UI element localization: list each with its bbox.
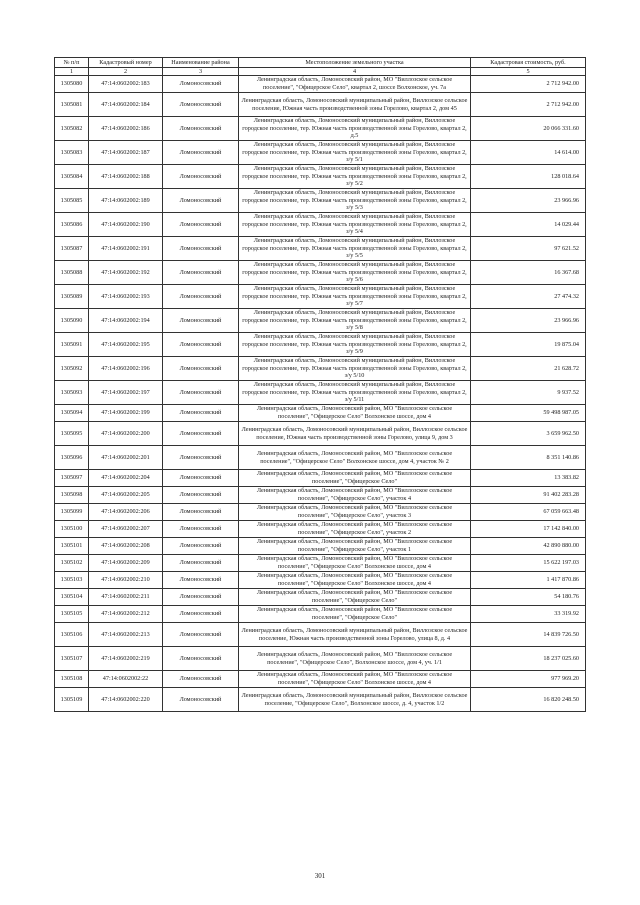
cadastral-number: 47:14:0602002:211 (89, 589, 163, 606)
cadastral-number: 47:14:0602002:200 (89, 422, 163, 446)
table-row (55, 189, 586, 213)
location-text: Ленинградская область, Ломоносовский район, МО "Виллозское сельское поселение", "Офицерское Село" Волхонское шоссе, дом 4, участок № 2 (239, 446, 471, 470)
cadastral-value: 14 614.00 (471, 141, 586, 165)
location-text: Ленинградская область, Ломоносовский муниципальный район, Виллозское городское поселение, тер. Южная часть производственной зоны Горелово, квартал 2, з/у 5/1 (239, 141, 471, 165)
location-text: Ленинградская область, Ломоносовский муниципальный район, Виллозское городское поселение, тер. Южная часть производственной зоны Горелово, квартал 2, з/у 5/3 (239, 189, 471, 213)
district-name: Ломоносовский (163, 589, 239, 606)
cadastral-value: 91 402 283.28 (471, 487, 586, 504)
table-row (55, 237, 586, 261)
cadastral-value: 9 937.52 (471, 381, 586, 405)
location-text: Ленинградская область, Ломоносовский муниципальный район, Виллозское городское поселение, тер. Южная часть производственной зоны Горелово, квартал 2, з/у 5/7 (239, 285, 471, 309)
row-number: 1305081 (55, 93, 89, 117)
page-number: 301 (314, 872, 326, 880)
district-name: Ломоносовский (163, 285, 239, 309)
location-text: Ленинградская область, Ломоносовский муниципальный район, Виллозское городское поселение, тер. Южная часть производственной зоны Горелово, квартал 2, з/у 5/2 (239, 165, 471, 189)
cadastral-value: 17 142 840.00 (471, 521, 586, 538)
cadastral-value: 8 351 140.86 (471, 446, 586, 470)
district-name: Ломоносовский (163, 333, 239, 357)
cadastral-number: 47:14:0602002:209 (89, 555, 163, 572)
table-row (55, 504, 586, 521)
cadastral-value: 2 712 942.00 (471, 93, 586, 117)
header-district: Наименование района (163, 58, 239, 68)
cadastral-number: 47:14:0602002:192 (89, 261, 163, 285)
cadastral-value: 18 237 025.60 (471, 647, 586, 671)
location-text: Ленинградская область, Ломоносовский район, МО "Виллозское сельское поселение", "Офицерское Село", участок 1 (239, 538, 471, 555)
location-text: Ленинградская область, Ломоносовский район, МО "Виллозское сельское поселение", "Офицерское Село" (239, 470, 471, 487)
cadastral-number: 47:14:0602002:194 (89, 309, 163, 333)
table-row (55, 446, 586, 470)
table-row (55, 381, 586, 405)
table-row (55, 487, 586, 504)
cadastral-value: 20 066 331.60 (471, 117, 586, 141)
district-name: Ломоносовский (163, 237, 239, 261)
row-number: 1305096 (55, 446, 89, 470)
row-number: 1305095 (55, 422, 89, 446)
table-row (55, 165, 586, 189)
cadastral-value: 59 498 987.05 (471, 405, 586, 422)
location-text: Ленинградская область, Ломоносовский муниципальный район, Виллозское городское поселение, тер. Южная часть производственной зоны Горелово, квартал 2, з/у 5/4 (239, 213, 471, 237)
location-text: Ленинградская область, Ломоносовский муниципальный район, Виллозское городское поселение, тер. Южная часть производственной зоны Горелово, квартал 2, з/у 5/6 (239, 261, 471, 285)
cadastral-number: 47:14:0602002:183 (89, 76, 163, 93)
table-row (55, 333, 586, 357)
location-text: Ленинградская область, Ломоносовский муниципальный район, Виллозское сельское поселение, "Офицерское Село", Волхонское шоссе, д. 4, участок 1/2 (239, 688, 471, 712)
location-text: Ленинградская область, Ломоносовский район, МО "Виллозское сельское поселение", "Офицерское Село", участок 3 (239, 504, 471, 521)
district-name: Ломоносовский (163, 688, 239, 712)
district-name: Ломоносовский (163, 189, 239, 213)
cadastral-value: 1 417 870.86 (471, 572, 586, 589)
table-row (55, 422, 586, 446)
cadastral-number: 47:14:0602002:193 (89, 285, 163, 309)
district-name: Ломоносовский (163, 470, 239, 487)
column-number: 5 (471, 68, 586, 76)
district-name: Ломоносовский (163, 538, 239, 555)
header-cadastral-number: Кадастровый номер (89, 58, 163, 68)
table-row (55, 538, 586, 555)
district-name: Ломоносовский (163, 504, 239, 521)
district-name: Ломоносовский (163, 357, 239, 381)
cadastral-number: 47:14:0602002:195 (89, 333, 163, 357)
table-row (55, 76, 586, 93)
district-name: Ломоносовский (163, 309, 239, 333)
cadastral-number: 47:14:0602002:220 (89, 688, 163, 712)
cadastral-number: 47:14:0602002:207 (89, 521, 163, 538)
header-number: № п/п (55, 58, 89, 68)
table-row (55, 647, 586, 671)
row-number: 1305084 (55, 165, 89, 189)
cadastral-number: 47:14:0602002:190 (89, 213, 163, 237)
district-name: Ломоносовский (163, 76, 239, 93)
row-number: 1305080 (55, 76, 89, 93)
table-row (55, 606, 586, 623)
column-number: 3 (163, 68, 239, 76)
table-row (55, 470, 586, 487)
location-text: Ленинградская область, Ломоносовский муниципальный район, Виллозское городское поселение, тер. Южная часть производственной зоны Горелово, квартал 2, з/у 5/11 (239, 381, 471, 405)
column-number-row (55, 68, 586, 76)
column-number: 1 (55, 68, 89, 76)
cadastral-number: 47:14:0602002:206 (89, 504, 163, 521)
cadastral-value: 67 059 663.48 (471, 504, 586, 521)
location-text: Ленинградская область, Ломоносовский муниципальный район, Виллозское городское поселение, тер. Южная часть производственной зоны Горелово, квартал 2, д.5 (239, 117, 471, 141)
row-number: 1305107 (55, 647, 89, 671)
location-text: Ленинградская область, Ломоносовский муниципальный район, Виллозское городское поселение, тер. Южная часть производственной зоны Горелово, квартал 2, з/у 5/9 (239, 333, 471, 357)
location-text: Ленинградская область, Ломоносовский район, МО "Виллозское сельское поселение", "Офицерское Село" (239, 606, 471, 623)
header-cadastral-value: Кадастровая стоимость, руб. (471, 58, 586, 68)
table-row (55, 405, 586, 422)
cadastral-number: 47:14:0602002:191 (89, 237, 163, 261)
row-number: 1305082 (55, 117, 89, 141)
cadastral-value: 3 659 962.50 (471, 422, 586, 446)
cadastral-value: 14 029.44 (471, 213, 586, 237)
table-row (55, 688, 586, 712)
location-text: Ленинградская область, Ломоносовский муниципальный район, Виллозское городское поселение, тер. Южная часть производственной зоны Горелово, квартал 2, з/у 5/5 (239, 237, 471, 261)
cadastral-number: 47:14:0602002:189 (89, 189, 163, 213)
district-name: Ломоносовский (163, 647, 239, 671)
row-number: 1305101 (55, 538, 89, 555)
cadastral-number: 47:14:0602002:197 (89, 381, 163, 405)
cadastral-number: 47:14:0602002:196 (89, 357, 163, 381)
cadastral-number: 47:14:0602002:22 (89, 671, 163, 688)
cadastral-value: 42 890 880.00 (471, 538, 586, 555)
cadastral-number: 47:14:0602002:208 (89, 538, 163, 555)
location-text: Ленинградская область, Ломоносовский муниципальный район, Виллозское сельское поселение, Южная часть производственной зоны Горелово, улица 8, д. 4 (239, 623, 471, 647)
table-row (55, 309, 586, 333)
cadastral-number: 47:14:0602002:199 (89, 405, 163, 422)
cadastral-number: 47:14:0602002:204 (89, 470, 163, 487)
cadastral-value: 27 474.32 (471, 285, 586, 309)
header-location: Местоположение земельного участка (239, 58, 471, 68)
district-name: Ломоносовский (163, 381, 239, 405)
cadastral-value: 16 367.68 (471, 261, 586, 285)
district-name: Ломоносовский (163, 405, 239, 422)
cadastral-number: 47:14:0602002:213 (89, 623, 163, 647)
cadastral-value: 19 875.04 (471, 333, 586, 357)
row-number: 1305092 (55, 357, 89, 381)
table-row (55, 623, 586, 647)
district-name: Ломоносовский (163, 671, 239, 688)
row-number: 1305108 (55, 671, 89, 688)
cadastral-value: 977 969.20 (471, 671, 586, 688)
row-number: 1305083 (55, 141, 89, 165)
cadastral-number: 47:14:0602002:212 (89, 606, 163, 623)
cadastral-number: 47:14:0602002:188 (89, 165, 163, 189)
location-text: Ленинградская область, Ломоносовский муниципальный район, Виллозское городское поселение, тер. Южная часть производственной зоны Горелово, квартал 2, з/у 5/10 (239, 357, 471, 381)
location-text: Ленинградская область, Ломоносовский муниципальный район, Виллозское городское поселение, тер. Южная часть производственной зоны Горелово, квартал 2, з/у 5/8 (239, 309, 471, 333)
row-number: 1305103 (55, 572, 89, 589)
row-number: 1305102 (55, 555, 89, 572)
column-number: 2 (89, 68, 163, 76)
table-header-row (55, 58, 586, 68)
district-name: Ломоносовский (163, 487, 239, 504)
district-name: Ломоносовский (163, 141, 239, 165)
row-number: 1305109 (55, 688, 89, 712)
row-number: 1305106 (55, 623, 89, 647)
table-row (55, 285, 586, 309)
cadastral-value: 15 622 197.03 (471, 555, 586, 572)
row-number: 1305089 (55, 285, 89, 309)
table-row (55, 261, 586, 285)
cadastral-value: 2 712 942.00 (471, 76, 586, 93)
location-text: Ленинградская область, Ломоносовский район, МО "Виллозское сельское поселение", "Офицерское Село" Волхонское шоссе, дом 4 (239, 405, 471, 422)
table-row (55, 521, 586, 538)
table-row (55, 671, 586, 688)
district-name: Ломоносовский (163, 446, 239, 470)
table-row (55, 141, 586, 165)
table-body (55, 76, 586, 712)
cadastral-value: 23 966.96 (471, 189, 586, 213)
row-number: 1305087 (55, 237, 89, 261)
cadastral-value: 54 180.76 (471, 589, 586, 606)
district-name: Ломоносовский (163, 261, 239, 285)
district-name: Ломоносовский (163, 93, 239, 117)
cadastral-number: 47:14:0602002:186 (89, 117, 163, 141)
cadastral-number: 47:14:0602002:210 (89, 572, 163, 589)
location-text: Ленинградская область, Ломоносовский муниципальный район, Виллозское сельское поселение, Южная часть производственной зоны Горелово, квартал 2, дом 45 (239, 93, 471, 117)
row-number: 1305088 (55, 261, 89, 285)
district-name: Ломоносовский (163, 555, 239, 572)
table-row (55, 93, 586, 117)
row-number: 1305091 (55, 333, 89, 357)
cadastral-value: 16 820 248.50 (471, 688, 586, 712)
location-text: Ленинградская область, Ломоносовский район, МО "Виллозское сельское поселение", "Офицерское Село" Волхонское шоссе, дом 4 (239, 555, 471, 572)
row-number: 1305098 (55, 487, 89, 504)
district-name: Ломоносовский (163, 521, 239, 538)
cadastral-number: 47:14:0602002:201 (89, 446, 163, 470)
location-text: Ленинградская область, Ломоносовский район, МО "Виллозское сельское поселение", "Офицерское Село", участок 2 (239, 521, 471, 538)
cadastral-number: 47:14:0602002:205 (89, 487, 163, 504)
location-text: Ленинградская область, Ломоносовский район, МО "Виллозское сельское поселение", "Офицерское Село", участок 4 (239, 487, 471, 504)
location-text: Ленинградская область, Ломоносовский район, МО "Виллозское сельское поселение", "Офицерское Село" Волхонское шоссе, дом 4 (239, 572, 471, 589)
district-name: Ломоносовский (163, 117, 239, 141)
location-text: Ленинградская область, Ломоносовский район, МО "Виллозское сельское поселение", "Офицерское Село" (239, 589, 471, 606)
cadastral-value: 128 018.64 (471, 165, 586, 189)
row-number: 1305094 (55, 405, 89, 422)
cadastral-value: 21 628.72 (471, 357, 586, 381)
location-text: Ленинградская область, Ломоносовский район, МО "Виллозское сельское поселение", "Офицерское Село", Волхонское шоссе, дом 4, уч. 1/1 (239, 647, 471, 671)
location-text: Ленинградская область, Ломоносовский район, МО "Виллозское сельское поселение", "Офицерское Село", квартал 2, шоссе Волхонское, уч. 7a (239, 76, 471, 93)
cadastral-number: 47:14:0602002:184 (89, 93, 163, 117)
cadastral-value: 14 839 726.50 (471, 623, 586, 647)
district-name: Ломоносовский (163, 572, 239, 589)
table-row (55, 357, 586, 381)
location-text: Ленинградская область, Ломоносовский муниципальный район, Виллозское сельское поселение, Южная часть производственной зоны Горелово, улица 9, дом 3 (239, 422, 471, 446)
row-number: 1305090 (55, 309, 89, 333)
district-name: Ломоносовский (163, 623, 239, 647)
cadastral-value: 13 383.82 (471, 470, 586, 487)
row-number: 1305086 (55, 213, 89, 237)
table-row (55, 555, 586, 572)
row-number: 1305105 (55, 606, 89, 623)
cadastral-value-table (54, 57, 586, 712)
cadastral-value: 97 621.52 (471, 237, 586, 261)
cadastral-table-sheet (54, 57, 585, 712)
district-name: Ломоносовский (163, 422, 239, 446)
cadastral-number: 47:14:0602002:187 (89, 141, 163, 165)
district-name: Ломоносовский (163, 213, 239, 237)
row-number: 1305099 (55, 504, 89, 521)
table-row (55, 572, 586, 589)
row-number: 1305100 (55, 521, 89, 538)
column-number: 4 (239, 68, 471, 76)
row-number: 1305085 (55, 189, 89, 213)
row-number: 1305097 (55, 470, 89, 487)
table-row (55, 213, 586, 237)
cadastral-value: 23 966.96 (471, 309, 586, 333)
district-name: Ломоносовский (163, 165, 239, 189)
row-number: 1305104 (55, 589, 89, 606)
table-row (55, 117, 586, 141)
district-name: Ломоносовский (163, 606, 239, 623)
location-text: Ленинградская область, Ломоносовский район, МО "Виллозское сельское поселение", "Офицерское Село" Волхонское шоссе, дом 4 (239, 671, 471, 688)
cadastral-value: 33 319.92 (471, 606, 586, 623)
cadastral-number: 47:14:0602002:219 (89, 647, 163, 671)
table-row (55, 589, 586, 606)
row-number: 1305093 (55, 381, 89, 405)
